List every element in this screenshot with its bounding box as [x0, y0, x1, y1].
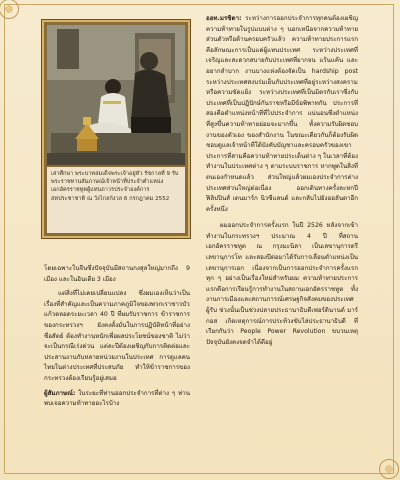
speaker-label: ผู้สัมภาษณ์: [44, 389, 76, 397]
paragraph: ผมออกประจำการครั้งแรก ในปี 2526 หลังจากเข้าทำงานในกระทรวงฯ ประมาณ 4 ปี ที่สถานเอกอัครราชทูต ณ กรุงมะนิลา เป็นเลขานุการตรี เลขานุการโท และสองปีต่อมาได้รับการเลื่อนตำแหน่งเป็นเลขานุการเอก เนื่องจากเป็นการออกประจำการครั้งแรก ทุก ๆ อย่างเป็นเรื่องใหม่สำหรับผม ความท้าทายประการแรกคือการเรียนรู้การทำงานในสถานเอกอัครราชทูต ทั้งงานการเมืองและสถานการณ์เศรษฐกิจสังคมของประเทศผู้รับ ช่วงนั้นเป็นช่วงปลายประธานาธิบดีเฟอร์ดินานด์ มาร์กอส เกิดเหตุการณ์การประท้วงขับไล่ประธานาธิบดี ที่เรียกกันว่า People Power Revolution ขบวนเหตุปัจจุบันยังคงจดจำได้ดีอยู่ [206, 222, 358, 346]
audience-photo [47, 25, 185, 165]
corner-ornament [379, 459, 399, 479]
photo-caption: เล่าศึกษา พระบาทสมเด็จพระเจ้าอยู่หัว รัชกาลที่ 9 รับพระราชทานสัมภาษณ์เจ้าหน้าที่ประจำตำแหน่ง เอกอัครราชทูตผู้แทนถาวรประจำองค์การสหประชาชาติ ณ วังไกลกังวล 6 กรกฎาคม 2552 [51, 171, 179, 202]
paragraph: โดยเฉพาะในจีนซึ่งปัจจุบันมีสถานกงสุลใหญ่มากถึง 9 เมือง และในอินเดีย 3 เมือง [44, 265, 190, 283]
corner-ornament [0, 0, 19, 19]
answer-text: ระหว่างการออกประจำการทุกคนต้องเผชิญความท้าทายในรูปแบบต่าง ๆ นอกเหนือจากความท้าทายส่วนตัวหรือด้านครอบครัวแล้ว ความท้าทายประการแรกคือลักษณะการเป็นแค่ผู้แทนประเทศ ระหว่างประเทศที่เจริญและสะดวกสบายกับประเทศที่ยากจน แร้นแค้น และอยากลำบาก งานบางแห่งต้องจัดเป็น hardship post ระหว่างประเทศสงบร่มเย็นกับประเทศที่อยู่ระหว่างสงครามหรือความขัดแย้ง ระหว่างประเทศที่เป็นมิตรกับเราซึ่งกับประเทศที่เป็นปฏิปักษ์กันราชหรือมีข้อพิพาทกัน ประการที่สองคือตำแหน่งหน้าที่ที่ไปประจำการ แน่นอนซึ่งตำแหน่งที่สูงขึ้นความท้าทายย่อมจะมากขึ้น ทั้งความรับผิดชอบงานของตัวเอง ของสำนักงาน ในขณะเดียวกันก็ต้องรับผิดชอบดูแลเจ้าหน้าที่ใต้บังคับบัญชาและครอบครัวของเขา ประการที่สามคือความท้าทายประเด็นต่าง ๆ ในเวลาที่ต้องทำงานในประเทศต่าง ๆ ตามระบบราชการ หากพูดในสิ่งที่ตนเองกำหนดแล้ว ส่วนใหญ่แล้วผมเองประจำการต่างประเทศส่วนใหญ่ต่อเนื่อง ออกเดินทางครั้งละหกปี ฟิลิปปินส์ เดนมาร์ก นิวซีแลนด์ และกลับไปยังฮอลันดาอีกครั้งหนึ่ง [206, 15, 358, 213]
paragraph: แต่สิ่งที่ไม่เคยเปลี่ยนแปลง ซึ่งผมเองเห็นว่าเป็นเรื่องที่สำคัญและเป็นความภาคภูมิใจของพวกเราชาวบัวแก้วตลอดระยะเวลา 40 ปี ที่ผมรับราชการ ข้าราชการของกระทรวงฯ ยังคงตั้งมั่นในการปฏิบัติหน้าที่อย่างซื่อสัตย์ ต้องทำงานหนักเพื่อผลประโยชน์ของชาติ ไม่ว่าจะเป็นกรณีเร่งด่วน แต่ละปีต้องเผชิญกับการติดต่อและประสานงานกับหลายหน่วยงานในประเทศ การดูแลคนไทยในต่างประเทศที่ประสบภัย ทำให้ข้าราชการของกระทรวงต้องเรียนรู้อยู่เสมอ [44, 290, 190, 382]
interview-question [44, 389, 190, 410]
photo-illustration [47, 25, 185, 165]
photo-caption-box [47, 167, 185, 233]
question-text: ในระยะที่ท่านออกประจำการที่ต่าง ๆ ท่านพบเจอความท้าทายอะไรบ้าง [44, 389, 190, 408]
photo-frame [44, 22, 188, 236]
speaker-label: ออท.มรชิตา: [206, 15, 242, 22]
left-column [44, 264, 190, 414]
interview-answer [206, 14, 358, 215]
right-column [206, 14, 358, 354]
